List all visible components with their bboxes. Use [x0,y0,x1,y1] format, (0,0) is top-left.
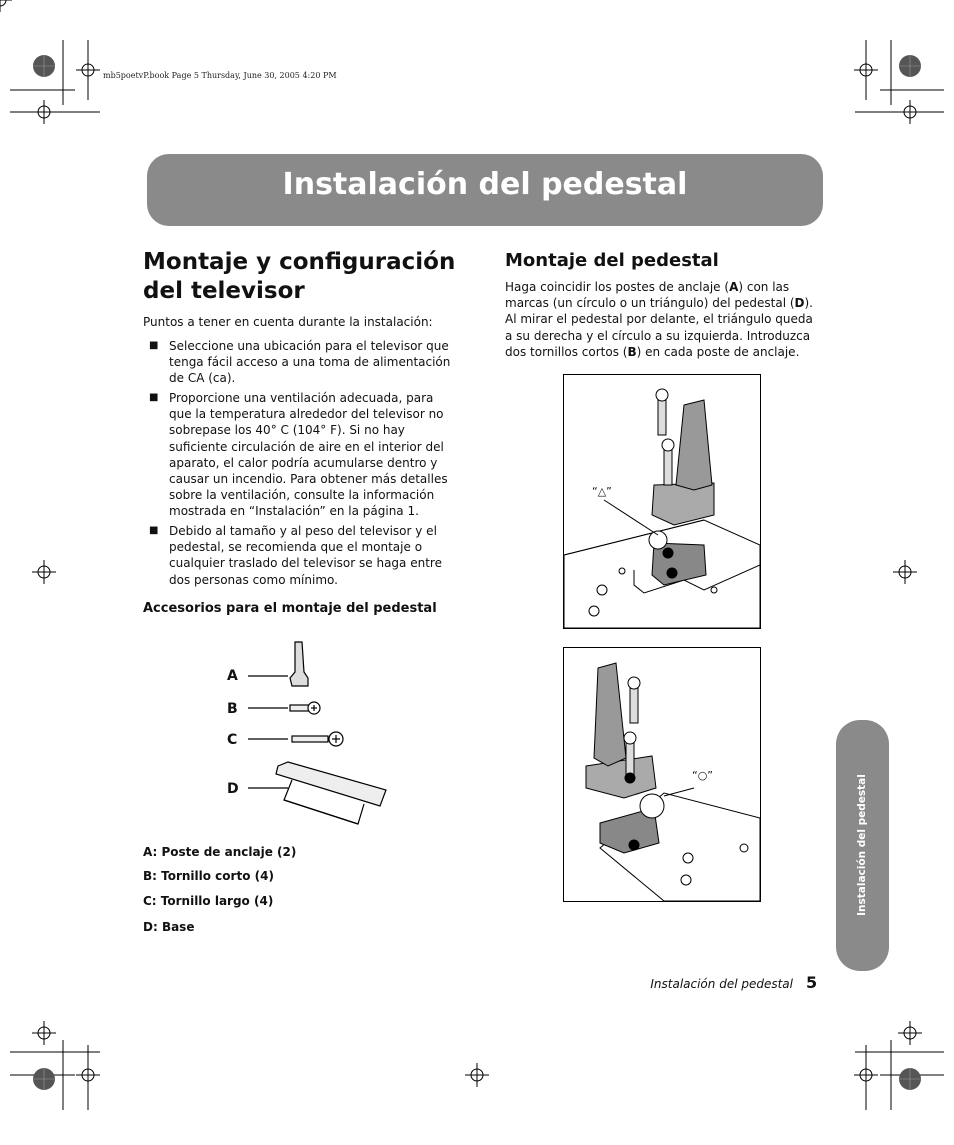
part-label-c: C [227,732,238,748]
bullet-text: Proporcione una ventilación adecuada, para que la temperatura alrededor del televisor no sobrepase los 40° C (104° F). Si no hay suficiente circulación de aire en el interior del aparato, el calor podría acumularse dentro y causar un incendio. Para obtener más detalles sobre la ventilación, consulte la información mostrada en “Instalación” en la página 1. [169,391,448,519]
bullet-item-1 [149,338,459,387]
figure-triangle-illustration [564,375,760,628]
side-tab-label: Instalación del pedestal [856,774,868,916]
accessories-heading: Accesorios para el montaje del pedestal [143,601,437,616]
anchor-post-part [290,642,308,686]
intro-text: Puntos a tener en cuenta durante la instalación: [143,315,433,329]
bullet-item-3 [149,523,459,588]
bullet-marker: ■ [149,340,159,351]
figure-circle-illustration [564,648,760,901]
legend-a: A: Poste de anclaje (2) [143,845,297,859]
print-info: mb5poetvP.book Page 5 Thursday, June 30, 2005 4:20 PM [103,71,337,80]
bullet-marker: ■ [149,525,159,536]
bullet-text: Seleccione una ubicación para el televisor que tenga fácil acceso a una toma de alimentación de CA (ca). [169,339,451,386]
assembly-heading: Montaje del pedestal [505,250,719,271]
long-screw-part [292,732,343,746]
triangle-mark-label: “△” [592,485,612,498]
bullet-item-2 [149,390,459,520]
legend-b: B: Tornillo corto (4) [143,869,274,883]
footer-section-name: Instalación del pedestal [650,977,793,991]
bullet-marker: ■ [149,392,159,403]
figure-circle-side [563,647,761,902]
part-label-a: A [227,668,238,684]
base-part [276,762,386,824]
part-label-d: D [227,781,239,797]
assembly-instructions: Haga coincidir los postes de anclaje (A) con las marcas (un círculo o un triángulo) del pedestal (D). Al mirar el pedestal por delante, el triángulo queda a su derecha y el círculo a su izquierda. Introduzca dos tornillos cortos (B) en cada poste de anclaje. [505,280,813,359]
circle-mark-label: “○” [692,769,713,782]
parts-illustration [240,630,400,835]
part-label-b: B [227,701,238,717]
page-number: 5 [806,973,818,992]
section-heading: Montaje y configuración del televisor [143,249,456,304]
short-screw-part [290,702,320,714]
bullet-text: Debido al tamaño y al peso del televisor y el pedestal, se recomienda que el montaje o cualquier traslado del televisor se haga entre dos personas como mínimo. [169,524,442,587]
page-title: Instalación del pedestal [282,167,688,202]
figure-triangle-side [563,374,761,629]
legend-c: C: Tornillo largo (4) [143,894,274,908]
legend-d: D: Base [143,920,195,934]
